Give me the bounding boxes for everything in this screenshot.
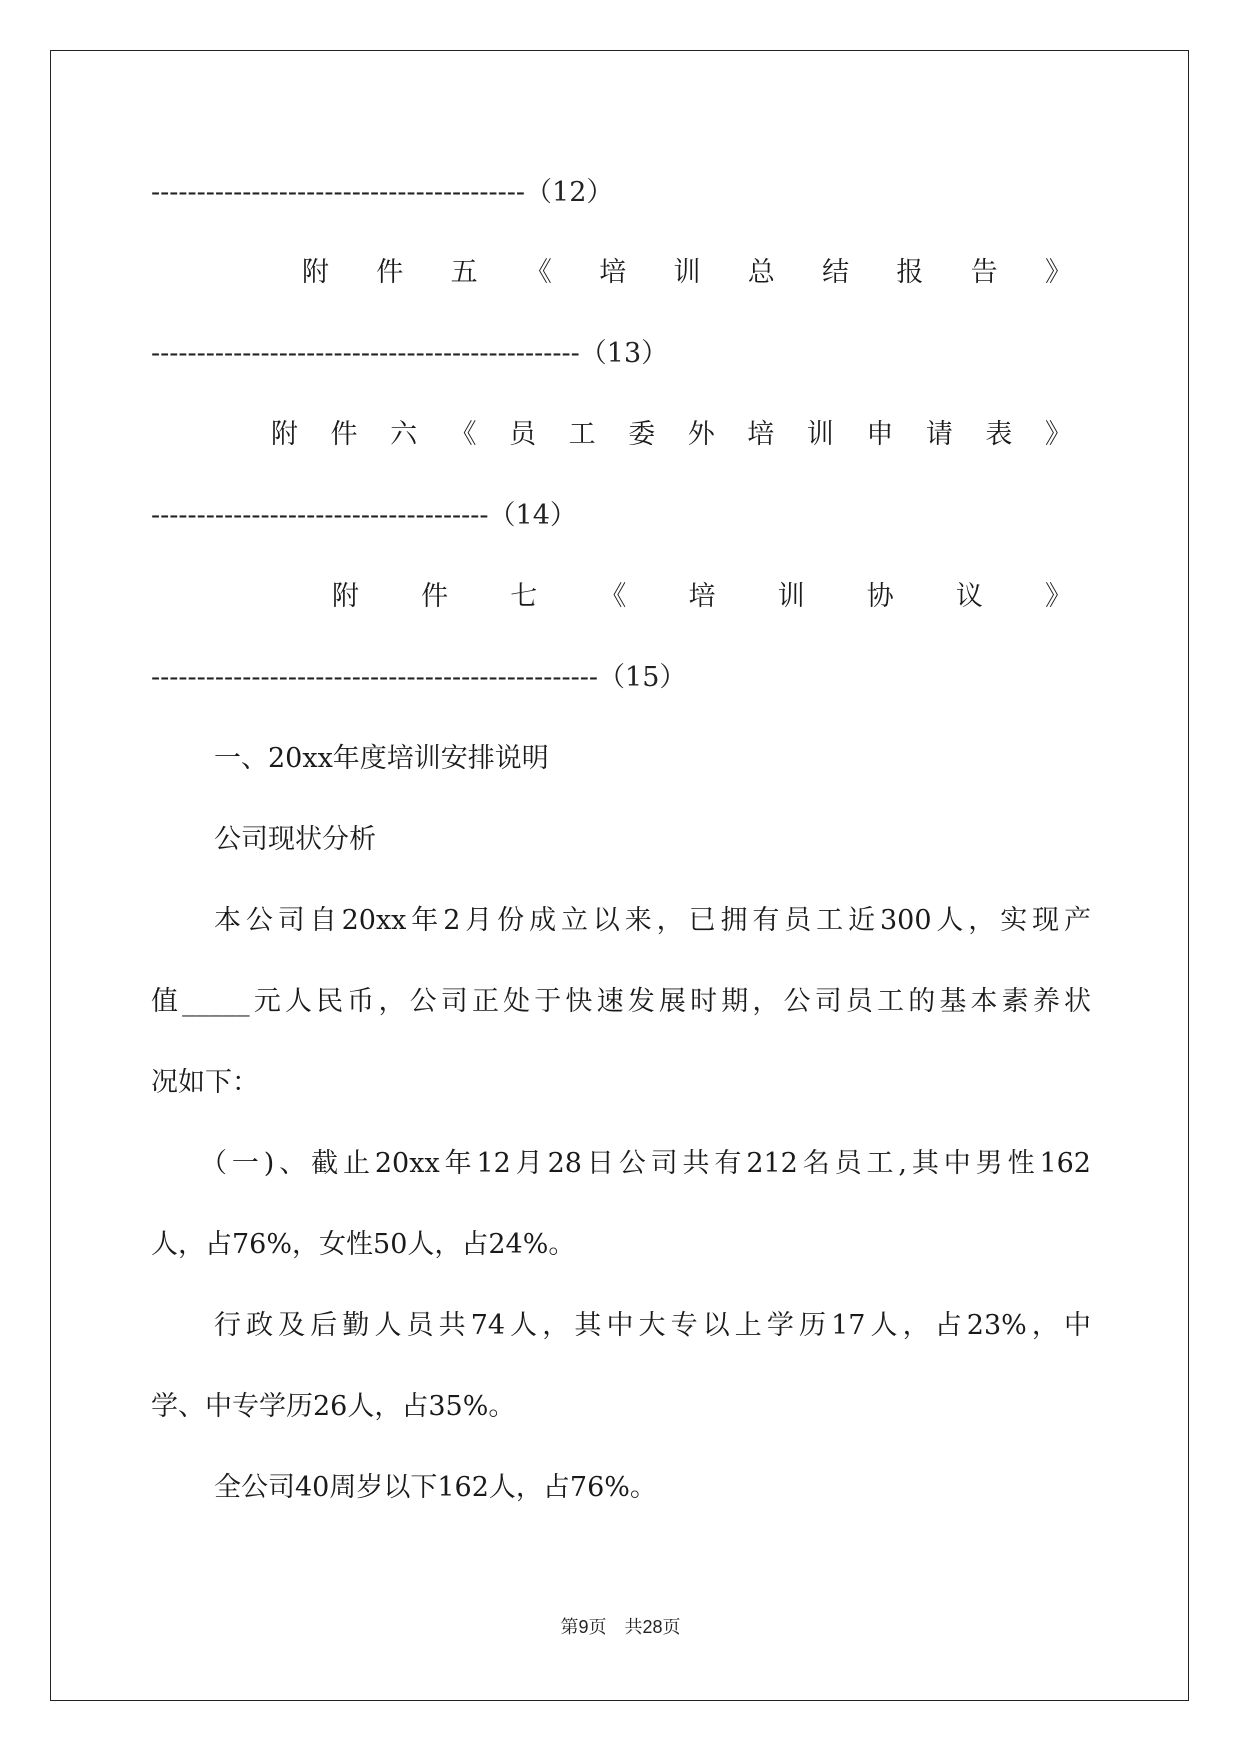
- toc-char: 附: [302, 257, 329, 288]
- toc-char: 训: [777, 581, 805, 612]
- paragraph-line: 值_____元人民币，公司正处于快速发展时期，公司员工的基本素养状: [151, 986, 1091, 1017]
- paragraph-line: （一)、截止20xx年12月28日公司共有212名员工,其中男性162: [200, 1148, 1091, 1179]
- toc-char: 附: [332, 581, 359, 612]
- toc-char: 《: [524, 257, 552, 288]
- paragraph-line: 人，占76%，女性50人，占24%。: [151, 1229, 576, 1260]
- toc-char: 件: [376, 257, 404, 288]
- toc-attachment-7: [332, 577, 1072, 617]
- toc-char: 委: [628, 419, 656, 450]
- toc-char: 议: [955, 581, 983, 612]
- toc-char: 训: [806, 419, 834, 450]
- toc-char: 五: [450, 257, 478, 288]
- toc-char: 结: [822, 257, 850, 288]
- page-border: [50, 50, 1189, 1701]
- toc-char: 》: [1044, 419, 1072, 450]
- toc-char: 外: [687, 419, 715, 450]
- toc-char: 总: [747, 257, 775, 288]
- toc-char: 工: [568, 419, 596, 450]
- toc-leader-13: -----------------------------------------------（13）: [151, 338, 669, 369]
- section-heading: 一、20xx年度培训安排说明: [214, 743, 549, 774]
- paragraph-line: 况如下：: [151, 1067, 259, 1098]
- toc-leader-12: -----------------------------------------（12）: [151, 177, 614, 208]
- toc-char: 六: [390, 419, 418, 450]
- paragraph-line: 行政及后勤人员共74人，其中大专以上学历17人，占23%，中: [214, 1310, 1091, 1341]
- toc-attachment-6: [271, 415, 1072, 455]
- toc-char: 培: [747, 419, 775, 450]
- toc-char: 件: [330, 419, 358, 450]
- page-number-footer: 第9页 共28页: [560, 1617, 681, 1637]
- toc-char: 协: [866, 581, 894, 612]
- toc-char: 《: [449, 419, 477, 450]
- toc-leader-14: -------------------------------------（14）: [151, 500, 577, 531]
- toc-char: 培: [599, 257, 627, 288]
- toc-char: 训: [673, 257, 701, 288]
- toc-char: 申: [866, 419, 894, 450]
- paragraph-line: 全公司40周岁以下162人，占76%。: [214, 1472, 657, 1503]
- toc-char: 》: [1044, 257, 1072, 288]
- toc-char: 告: [970, 257, 998, 288]
- subsection-heading: 公司现状分析: [214, 824, 376, 855]
- toc-char: 表: [985, 419, 1013, 450]
- toc-char: 七: [510, 581, 538, 612]
- toc-char: 《: [599, 581, 627, 612]
- toc-char: 报: [896, 257, 924, 288]
- toc-leader-15: -------------------------------------------------（15）: [151, 662, 687, 693]
- paragraph-line: 本公司自20xx年2月份成立以来，已拥有员工近300人，实现产: [214, 905, 1091, 936]
- toc-attachment-5: [302, 253, 1072, 293]
- toc-char: 件: [421, 581, 449, 612]
- toc-char: 员: [509, 419, 537, 450]
- toc-char: 培: [688, 581, 716, 612]
- toc-char: 附: [271, 419, 298, 450]
- toc-char: 》: [1045, 581, 1072, 612]
- paragraph-line: 学、中专学历26人，占35%。: [151, 1391, 516, 1422]
- toc-char: 请: [925, 419, 953, 450]
